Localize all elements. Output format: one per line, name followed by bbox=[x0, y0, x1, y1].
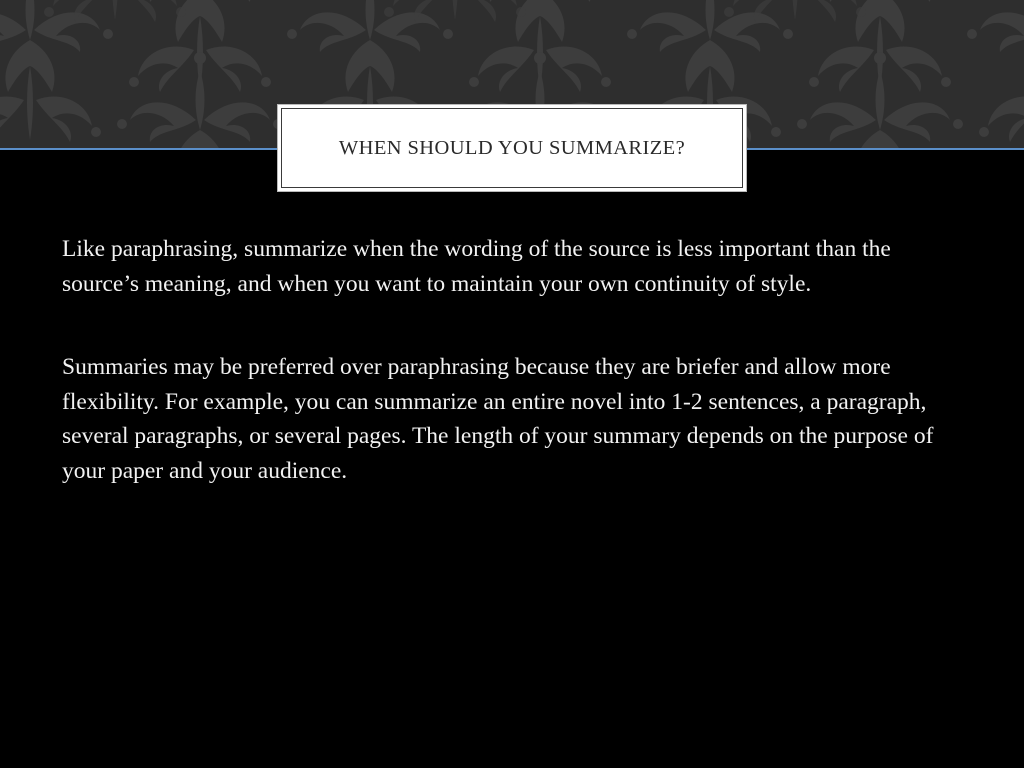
title-box-inner-border bbox=[281, 108, 743, 188]
slide-title: WHEN SHOULD YOU SUMMARIZE? bbox=[338, 137, 686, 159]
body-paragraph-1: Like paraphrasing, summarize when the wording of the source is less important than the source’s meaning, and when you want to maintain your own continuity of style. bbox=[62, 236, 891, 297]
slide-body bbox=[62, 232, 972, 537]
body-paragraph-2: Summaries may be preferred over paraphrasing because they are briefer and allow more flexibility. For example, you can summarize an entire novel into 1-2 sentences, a paragraph, several paragraphs, or several pages. The length of your summary depends on the purpose of your paper and your audience. bbox=[62, 354, 934, 484]
title-box bbox=[277, 104, 747, 192]
